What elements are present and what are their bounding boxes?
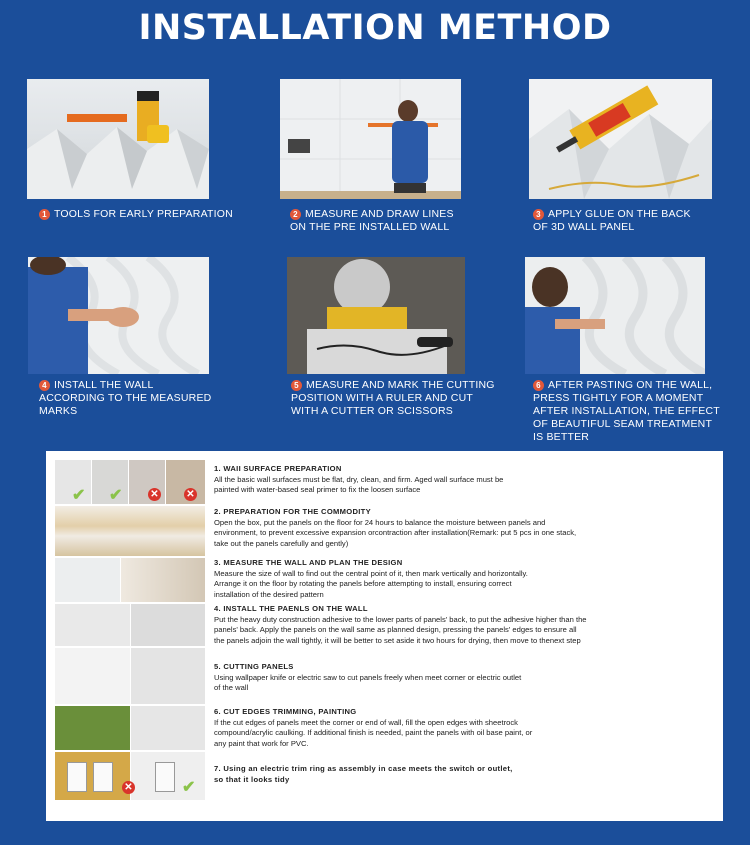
instruction-body: All the basic wall surfaces must be flat, dry, clean, and firm. Aged wall surface must be painted with water-based seal primer to fix the loosen surface xyxy=(214,474,504,494)
instruction-1 xyxy=(214,464,714,496)
step-caption-1: 1 TOOLS FOR EARLY PREPARATION xyxy=(39,208,239,221)
instruction-heading: 4. INSTALL THE PAENLS ON THE WALL xyxy=(214,604,368,613)
step-number-1: 1 xyxy=(39,209,50,220)
step-caption-2: 2 MEASURE AND DRAW LINES ON THE PRE INSTALLED WALL xyxy=(290,208,454,233)
instruction-3 xyxy=(214,558,714,600)
ok-check-icon: ✔ xyxy=(109,487,123,504)
step-number-2: 2 xyxy=(290,209,301,220)
instruction-body: Put the heavy duty construction adhesive to the lower parts of panels' back, to put the adhesive higher than the panels' back. Apply the panels on the wall same as planned design, pressing the panels' edges to ensure all the panels adjoin the wall tightly, it will be better to set aside it two hours for drying, then move to thenext step xyxy=(214,614,587,645)
step-number-4: 4 xyxy=(39,380,50,391)
bad-cross-icon: ✕ xyxy=(122,781,135,794)
instruction-body: Open the box, put the panels on the floor for 24 hours to balance the moisture between panels and environment, to prevent excessive expansion orcontraction after installation(Remark: put 5 pcs in one stack, take out the panels carefully and gently) xyxy=(214,517,577,548)
instruction-4 xyxy=(214,604,714,646)
step-caption-6: 6 AFTER PASTING ON THE WALL, PRESS TIGHTLY FOR A MOMENT AFTER INSTALLATION, THE EFFECT OF BEAUTIFUL SEAM TREATMENT IS BETTER xyxy=(533,379,720,443)
tools-photo xyxy=(27,79,209,199)
bad-cross-icon: ✕ xyxy=(184,488,197,501)
glue-photo xyxy=(529,79,712,199)
instruction-heading: 5. CUTTING PANELS xyxy=(214,662,294,671)
instruction-photo-strip xyxy=(55,460,205,800)
step-caption-5: 5 MEASURE AND MARK THE CUTTING POSITION WITH A RULER AND CUT WITH A CUTTER OR SCISSORS xyxy=(291,379,495,417)
instruction-7 xyxy=(214,764,714,785)
instruction-5 xyxy=(214,662,714,694)
instruction-heading: 1. WAII SURFACE PREPARATION xyxy=(214,464,342,473)
step-number-6: 6 xyxy=(533,380,544,391)
instruction-heading: 3. MEASURE THE WALL AND PLAN THE DESIGN xyxy=(214,558,403,567)
step-number-5: 5 xyxy=(291,380,302,391)
instruction-heading: 7. Using an electric trim ring as assembly in case meets the switch or outlet, so that it looks tidy xyxy=(214,764,513,784)
instruction-heading: 6. CUT EDGES TRIMMING, PAINTING xyxy=(214,707,357,716)
instruction-heading: 2. PREPARATION FOR THE COMMODITY xyxy=(214,507,371,516)
ok-check-icon: ✔ xyxy=(182,779,196,796)
bad-cross-icon: ✕ xyxy=(148,488,161,501)
measure-photo xyxy=(280,79,461,199)
step-caption-3: 3 APPLY GLUE ON THE BACK OF 3D WALL PANEL xyxy=(533,208,691,233)
cutting-photo xyxy=(287,257,465,374)
step-number-3: 3 xyxy=(533,209,544,220)
instruction-body: Using wallpaper knife or electric saw to cut panels freely when meet corner or electric outlet of the wall xyxy=(214,672,522,692)
instruction-2 xyxy=(214,507,714,549)
step-caption-4: 4 INSTALL THE WALL ACCORDING TO THE MEASURED MARKS xyxy=(39,379,212,417)
press-photo xyxy=(525,257,705,374)
instruction-body: If the cut edges of panels meet the corner or end of wall, fill the open edges with sheetrock compound/acrylic caulking. If additional finish is needed, paint the panels with oil base paint, or any paint that work for PVC. xyxy=(214,717,533,748)
ok-check-icon: ✔ xyxy=(72,487,86,504)
install-photo xyxy=(28,257,209,374)
page-title: INSTALLATION METHOD xyxy=(138,8,612,48)
instruction-6 xyxy=(214,707,714,749)
instruction-body: Measure the size of wall to find out the central point of it, then mark vertically and horizontally. Arrange it on the floor by rotating the panels before attempting to install, ensuring correct installation of the desired pattern xyxy=(214,568,528,599)
